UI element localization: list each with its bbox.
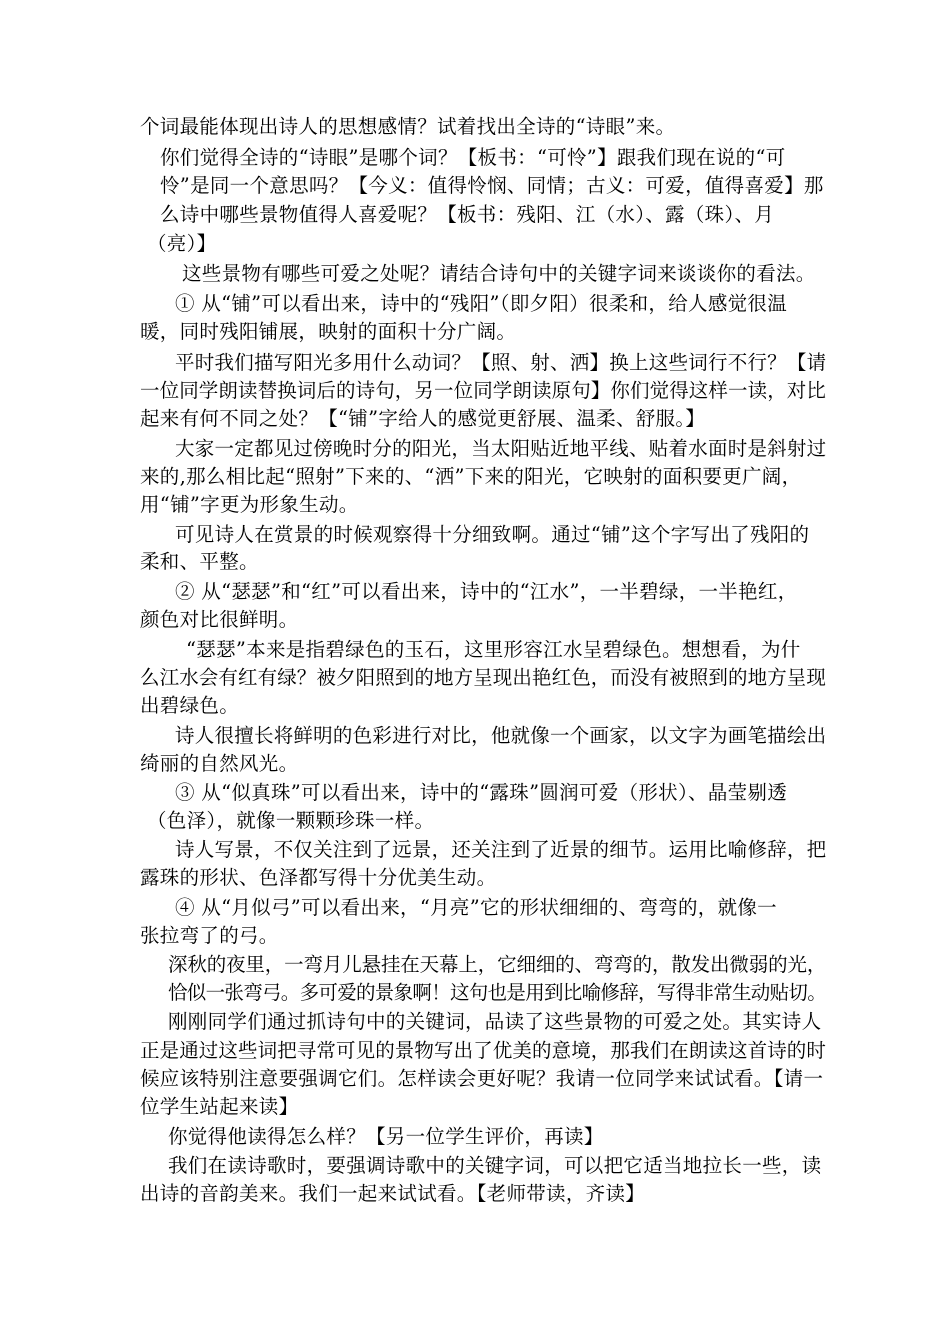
text-line: 你觉得他读得怎么样？【另一位学生评价，再读】: [168, 1125, 604, 1148]
text-line: 可见诗人在赏景的时候观察得十分细致啊。通过“铺”这个字写出了残阳的: [175, 523, 810, 546]
text-line: 个词最能体现出诗人的思想感情？试着找出全诗的“诗眼”来。: [140, 115, 676, 138]
text-line: 诗人很擅长将鲜明的色彩进行对比，他就像一个画家，以文字为画笔描绘出: [175, 724, 827, 747]
text-line: ③ 从“似真珠”可以看出来，诗中的“露珠”圆润可爱（形状）、晶莹剔透: [175, 781, 788, 804]
text-line: 深秋的夜里，一弯月儿悬挂在天幕上，它细细的、弯弯的，散发出微弱的光，: [168, 953, 827, 976]
text-line: 正是通过这些词把寻常可见的景物写出了优美的意境，那我们在朗读这首诗的时: [140, 1039, 827, 1062]
text-line: 这些景物有哪些可爱之处呢？请结合诗句中的关键字词来谈谈你的看法。: [182, 262, 816, 285]
text-line: 颜色对比很鲜明。: [140, 608, 299, 631]
text-line: “瑟瑟”本来是指碧绿色的玉石，这里形容江水呈碧绿色。想想看，为什: [186, 638, 801, 661]
text-line: 大家一定都见过傍晚时分的阳光，当太阳贴近地平线、贴着水面时是斜射过: [175, 437, 827, 460]
text-line: 露珠的形状、色泽都写得十分优美生动。: [140, 866, 497, 889]
text-line: 恰似一张弯弓。多可爱的景象啊！这句也是用到比喻修辞，写得非常生动贴切。: [168, 981, 827, 1004]
text-line: 张拉弯了的弓。: [140, 924, 279, 947]
text-line: 一位同学朗读替换词后的诗句，另一位同学朗读原句】你们觉得这样一读，对比: [140, 379, 827, 402]
text-line: 位学生站起来读】: [140, 1095, 299, 1118]
text-line: 用“铺”字更为形象生动。: [140, 493, 359, 516]
text-line: 么诗中哪些景物值得人喜爱呢？【板书：残阳、江（水）、露（珠）、月: [160, 203, 775, 226]
text-line: 么江水会有红有绿？被夕阳照到的地方呈现出艳红色，而没有被照到的地方呈现: [140, 666, 827, 689]
text-line: ① 从“铺”可以看出来，诗中的“残阳”（即夕阳）很柔和，给人感觉很温: [175, 292, 788, 315]
text-line: （色泽），就像一颗颗珍珠一样。: [147, 809, 435, 832]
text-line: 刚刚同学们通过抓诗句中的关键词，品读了这些景物的可爱之处。其实诗人: [168, 1010, 822, 1033]
text-line: 绮丽的自然风光。: [140, 752, 299, 775]
text-line: 你们觉得全诗的“诗眼”是哪个词？【板书：“可怜”】跟我们现在说的“可: [160, 146, 786, 169]
text-line: 柔和、平整。: [140, 550, 259, 573]
text-line: 平时我们描写阳光多用什么动词？【照、射、洒】换上这些词行不行？【请: [175, 351, 827, 374]
text-line: 来的,那么相比起“照射”下来的、“洒”下来的阳光，它映射的面积要更广阔，: [140, 465, 802, 488]
text-line: 起来有何不同之处？【“铺”字给人的感觉更舒展、温柔、舒服。】: [140, 407, 706, 430]
text-line: 怜”是同一个意思吗？【今义：值得怜悯、同情；古义：可爱，值得喜爱】那: [160, 174, 824, 197]
text-line: 出碧绿色。: [140, 694, 240, 717]
text-line: 诗人写景，不仅关注到了远景，还关注到了近景的细节。运用比喻修辞，把: [175, 838, 827, 861]
text-line: （亮）】: [147, 232, 217, 255]
text-line: 暖，同时残阳铺展，映射的面积十分广阔。: [140, 320, 517, 343]
text-line: ② 从“瑟瑟”和“红”可以看出来，诗中的“江水”，一半碧绿，一半艳红，: [175, 580, 798, 603]
text-line: 出诗的音韵美来。我们一起来试试看。【老师带读，齐读】: [140, 1182, 646, 1205]
text-line: 候应该特别注意要强调它们。怎样读会更好呢？我请一位同学来试试看。【请一: [140, 1067, 824, 1090]
text-line: ④ 从“月似弓”可以看出来，“月亮”它的形状细细的、弯弯的，就像一: [175, 896, 777, 919]
text-line: 我们在读诗歌时，要强调诗歌中的关键字词，可以把它适当地拉长一些，读: [168, 1154, 822, 1177]
